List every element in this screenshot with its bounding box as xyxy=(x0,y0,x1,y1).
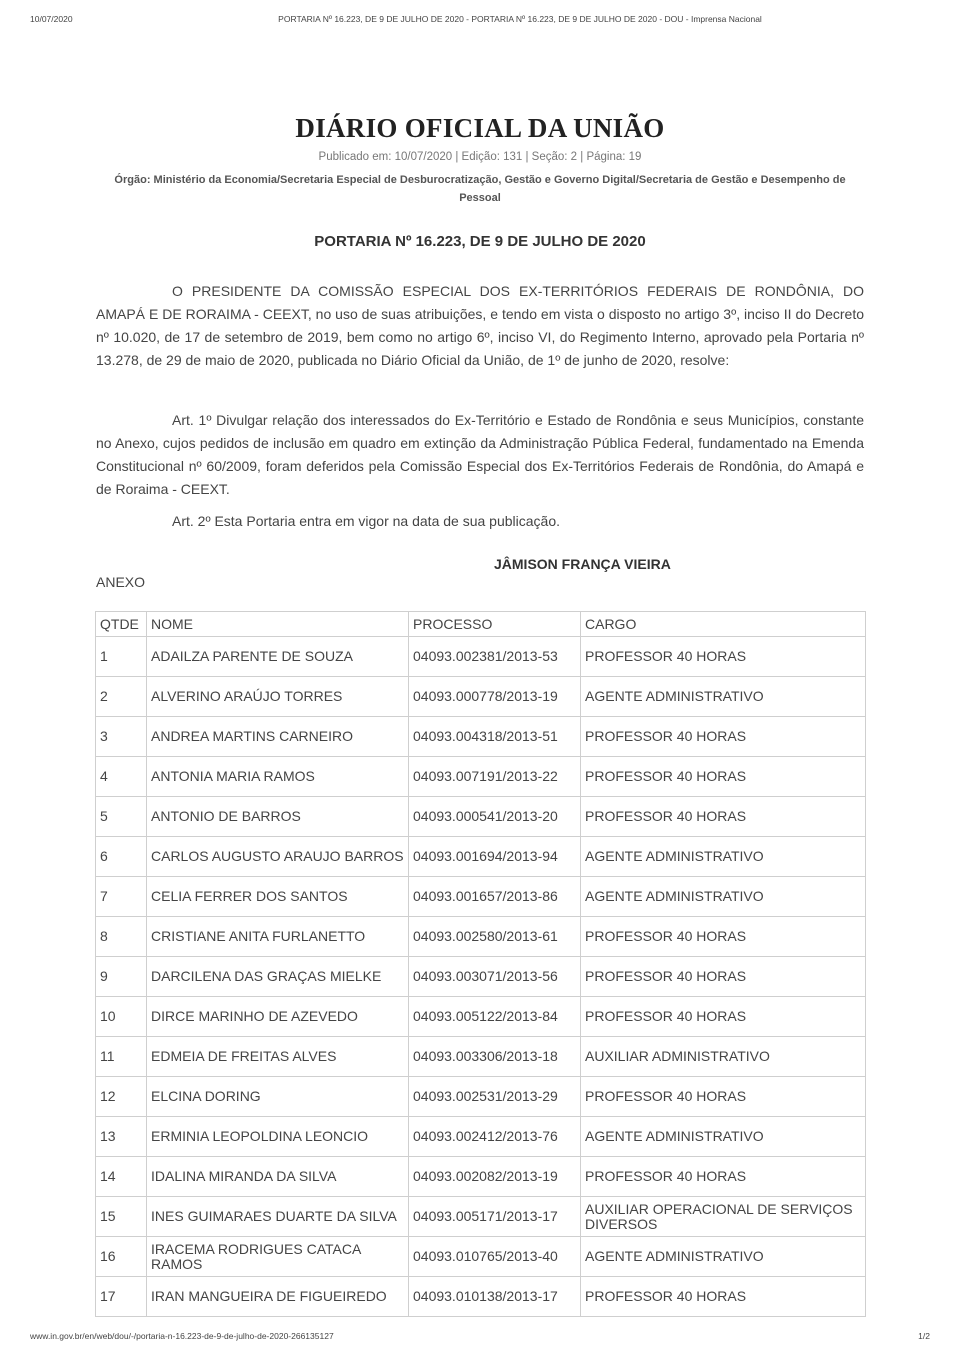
cell-cargo: AGENTE ADMINISTRATIVO xyxy=(581,1237,866,1277)
cell-processo: 04093.007191/2013-22 xyxy=(409,757,581,797)
table-row xyxy=(96,837,866,877)
cell-processo: 04093.004318/2013-51 xyxy=(409,717,581,757)
article-2-paragraph: Art. 2º Esta Portaria entra em vigor na data de sua publicação. xyxy=(172,513,560,529)
cell-qtde: 14 xyxy=(96,1157,147,1197)
cell-cargo: AGENTE ADMINISTRATIVO xyxy=(581,677,866,717)
cell-qtde: 4 xyxy=(96,757,147,797)
cell-processo: 04093.005171/2013-17 xyxy=(409,1197,581,1237)
cell-nome: EDMEIA DE FREITAS ALVES xyxy=(147,1037,409,1077)
cell-cargo: PROFESSOR 40 HORAS xyxy=(581,1277,866,1317)
cell-nome: ELCINA DORING xyxy=(147,1077,409,1117)
annex-label: ANEXO xyxy=(96,574,146,590)
cell-nome: ANTONIO DE BARROS xyxy=(147,797,409,837)
cell-processo: 04093.003071/2013-56 xyxy=(409,957,581,997)
page-number: 1/2 xyxy=(918,1331,930,1341)
annex-table xyxy=(95,611,866,1317)
cell-qtde: 13 xyxy=(96,1117,147,1157)
signer-name: JÂMISON FRANÇA VIEIRA xyxy=(494,556,671,572)
cell-cargo: PROFESSOR 40 HORAS xyxy=(581,637,866,677)
cell-qtde: 10 xyxy=(96,997,147,1037)
table-row xyxy=(96,677,866,717)
cell-qtde: 15 xyxy=(96,1197,147,1237)
cell-processo: 04093.005122/2013-84 xyxy=(409,997,581,1037)
cell-processo: 04093.001657/2013-86 xyxy=(409,877,581,917)
header-qtde: QTDE xyxy=(96,612,147,637)
cell-processo: 04093.000541/2013-20 xyxy=(409,797,581,837)
table-row xyxy=(96,797,866,837)
preamble-paragraph: O PRESIDENTE DA COMISSÃO ESPECIAL DOS EX-TERRITÓRIOS FEDERAIS DE RONDÔNIA, DO AMAPÁ E DE RORAIMA - CEEXT, no uso de suas atribuições, e tendo em vista o disposto no artigo 3º, inciso II do Decreto nº 10.020, de 17 de setembro de 2019, bem como no artigo 6º, inciso VI, do Regimento Interno, aprovado pela Portaria nº 13.278, de 29 de maio de 2020, publicada no Diário Oficial da União, de 1º de junho de 2020, resolve: xyxy=(96,283,864,368)
cell-processo: 04093.002531/2013-29 xyxy=(409,1077,581,1117)
cell-cargo: PROFESSOR 40 HORAS xyxy=(581,717,866,757)
cell-cargo: PROFESSOR 40 HORAS xyxy=(581,757,866,797)
publication-info: Publicado em: 10/07/2020 | Edição: 131 | Seção: 2 | Página: 19 xyxy=(318,151,642,163)
cell-qtde: 8 xyxy=(96,917,147,957)
cell-cargo: AUXILIAR OPERACIONAL DE SERVIÇOS DIVERSOS xyxy=(581,1197,866,1237)
cell-qtde: 6 xyxy=(96,837,147,877)
table-body xyxy=(96,637,866,1317)
cell-nome: IDALINA MIRANDA DA SILVA xyxy=(147,1157,409,1197)
issuing-agency: Órgão: Ministério da Economia/Secretaria Especial de Desburocratização, Gestão e Governo Digital/Secretaria de Gestão e Desempenho de Pessoal xyxy=(114,174,846,204)
table-header-row xyxy=(96,612,866,637)
table-row xyxy=(96,957,866,997)
cell-processo: 04093.002381/2013-53 xyxy=(409,637,581,677)
cell-nome: CRISTIANE ANITA FURLANETTO xyxy=(147,917,409,957)
table-row xyxy=(96,757,866,797)
table-row xyxy=(96,1157,866,1197)
table-row xyxy=(96,997,866,1037)
cell-nome: DIRCE MARINHO DE AZEVEDO xyxy=(147,997,409,1037)
cell-nome: ADAILZA PARENTE DE SOUZA xyxy=(147,637,409,677)
cell-processo: 04093.001694/2013-94 xyxy=(409,837,581,877)
cell-qtde: 5 xyxy=(96,797,147,837)
cell-processo: 04093.000778/2013-19 xyxy=(409,677,581,717)
portaria-title: PORTARIA Nº 16.223, DE 9 DE JULHO DE 2020 xyxy=(314,233,646,250)
print-date: 10/07/2020 xyxy=(30,14,73,24)
cell-cargo: AGENTE ADMINISTRATIVO xyxy=(581,877,866,917)
cell-processo: 04093.002580/2013-61 xyxy=(409,917,581,957)
table-row xyxy=(96,1077,866,1117)
cell-cargo: PROFESSOR 40 HORAS xyxy=(581,957,866,997)
cell-cargo: PROFESSOR 40 HORAS xyxy=(581,1077,866,1117)
cell-qtde: 12 xyxy=(96,1077,147,1117)
cell-nome: IRAN MANGUEIRA DE FIGUEIREDO xyxy=(147,1277,409,1317)
table-row xyxy=(96,1277,866,1317)
header-processo: PROCESSO xyxy=(409,612,581,637)
cell-cargo: PROFESSOR 40 HORAS xyxy=(581,797,866,837)
table-row xyxy=(96,877,866,917)
cell-qtde: 17 xyxy=(96,1277,147,1317)
cell-cargo: PROFESSOR 40 HORAS xyxy=(581,997,866,1037)
cell-qtde: 1 xyxy=(96,637,147,677)
table-row xyxy=(96,1197,866,1237)
table-row xyxy=(96,1037,866,1077)
cell-nome: ANTONIA MARIA RAMOS xyxy=(147,757,409,797)
masthead-title: DIÁRIO OFICIAL DA UNIÃO xyxy=(295,113,665,143)
cell-qtde: 7 xyxy=(96,877,147,917)
table-row xyxy=(96,1237,866,1277)
cell-qtde: 2 xyxy=(96,677,147,717)
cell-cargo: PROFESSOR 40 HORAS xyxy=(581,917,866,957)
cell-qtde: 11 xyxy=(96,1037,147,1077)
cell-processo: 04093.010138/2013-17 xyxy=(409,1277,581,1317)
article-1-paragraph: Art. 1º Divulgar relação dos interessados do Ex-Território e Estado de Rondônia e seus Municípios, constante no Anexo, cujos pedidos de inclusão em quadro em extinção da Administração Pública Federal, fundamentado na Emenda Constitucional nº 60/2009, foram deferidos pela Comissão Especial dos Ex-Territórios Federais de Rondônia, do Amapá e de Roraima - CEEXT. xyxy=(96,412,864,497)
header-cargo: CARGO xyxy=(581,612,866,637)
cell-nome: ALVERINO ARAÚJO TORRES xyxy=(147,677,409,717)
cell-nome: CARLOS AUGUSTO ARAUJO BARROS xyxy=(147,837,409,877)
print-page-title: PORTARIA Nº 16.223, DE 9 DE JULHO DE 2020 - PORTARIA Nº 16.223, DE 9 DE JULHO DE 2020 - DOU - Imprensa Nacional xyxy=(278,14,762,24)
table-row xyxy=(96,1117,866,1157)
print-header xyxy=(0,14,960,28)
cell-qtde: 3 xyxy=(96,717,147,757)
cell-cargo: AUXILIAR ADMINISTRATIVO xyxy=(581,1037,866,1077)
cell-nome: ANDREA MARTINS CARNEIRO xyxy=(147,717,409,757)
cell-nome: INES GUIMARAES DUARTE DA SILVA xyxy=(147,1197,409,1237)
cell-processo: 04093.002082/2013-19 xyxy=(409,1157,581,1197)
cell-nome: IRACEMA RODRIGUES CATACA RAMOS xyxy=(147,1237,409,1277)
cell-nome: DARCILENA DAS GRAÇAS MIELKE xyxy=(147,957,409,997)
table-row xyxy=(96,917,866,957)
cell-processo: 04093.002412/2013-76 xyxy=(409,1117,581,1157)
cell-cargo: AGENTE ADMINISTRATIVO xyxy=(581,1117,866,1157)
table-row xyxy=(96,717,866,757)
header-nome: NOME xyxy=(147,612,409,637)
cell-nome: CELIA FERRER DOS SANTOS xyxy=(147,877,409,917)
cell-cargo: PROFESSOR 40 HORAS xyxy=(581,1157,866,1197)
cell-nome: ERMINIA LEOPOLDINA LEONCIO xyxy=(147,1117,409,1157)
table-row xyxy=(96,637,866,677)
cell-cargo: AGENTE ADMINISTRATIVO xyxy=(581,837,866,877)
cell-processo: 04093.003306/2013-18 xyxy=(409,1037,581,1077)
cell-qtde: 9 xyxy=(96,957,147,997)
page-url: www.in.gov.br/en/web/dou/-/portaria-n-16.223-de-9-de-julho-de-2020-266135127 xyxy=(30,1331,334,1341)
cell-qtde: 16 xyxy=(96,1237,147,1277)
cell-processo: 04093.010765/2013-40 xyxy=(409,1237,581,1277)
